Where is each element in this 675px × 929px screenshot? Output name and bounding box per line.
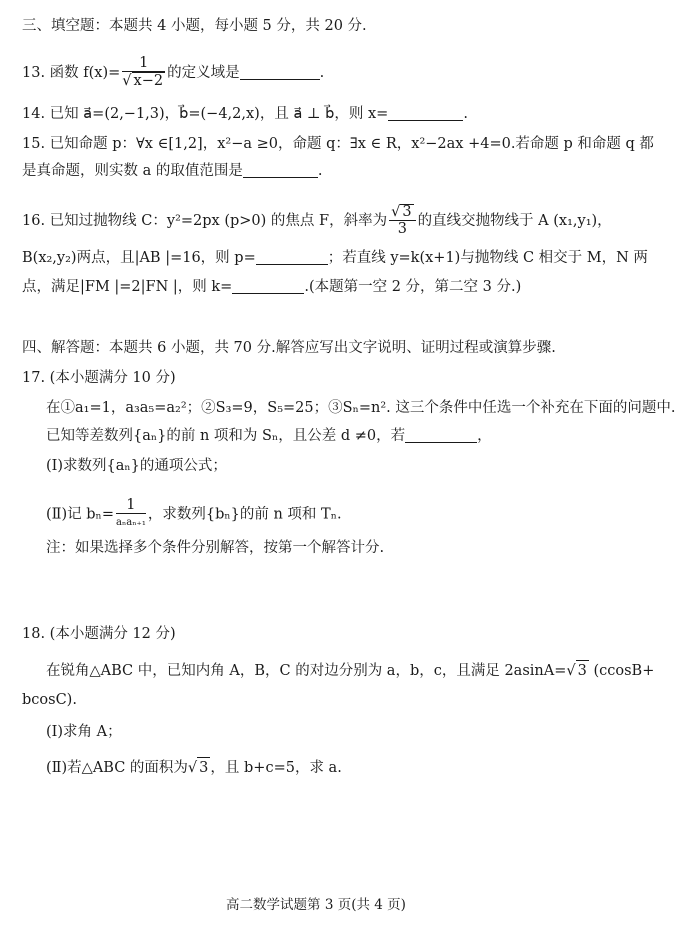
- q17-premise: 已知等差数列{aₙ}的前 n 项和为 Sₙ，且公差 d ≠0，若 ，: [46, 428, 492, 444]
- q16-answer-blank-2[interactable]: [232, 278, 304, 294]
- q13-answer-blank[interactable]: [240, 64, 320, 80]
- q17-note: 注：如果选择多个条件分别解答，按第一个解答计分.: [46, 540, 385, 556]
- q17-part-1: (Ⅰ)求数列{aₙ}的通项公式；: [46, 458, 227, 474]
- section-3-heading: 三、填空题：本题共 4 小题，每小题 5 分，共 20 分.: [22, 18, 367, 34]
- q16-answer-blank-1[interactable]: [256, 249, 328, 265]
- q17-part-2: (Ⅱ)记 bₙ= $\frac{1}{\text{aₙaₙ₊₁}}$ ，求数列{bₙ}的前 n 项和 Tₙ.: [46, 498, 342, 531]
- q17-title: 17. (本小题满分 10 分): [22, 370, 176, 386]
- q18-statement-line2: bcosC).: [22, 692, 77, 708]
- q17-bn-fraction: $\frac{1}{\text{aₙaₙ₊₁}}$: [115, 497, 146, 528]
- q18-part-2: (Ⅱ)若△ABC 的面积为√ 3 ，且 b+c=5，求 a.: [46, 757, 342, 778]
- q18-part-1: (Ⅰ)求角 A；: [46, 724, 122, 740]
- q17-conditions: 在①a₁=1，a₃a₅=a₂²；②S₃=9，S₅=25；③Sₙ=n². 这三个条件中任选一个补充在下面的问题中.: [46, 400, 675, 416]
- question-14: 14. 已知 a⃗=(2,−1,3)，b⃗=(−4,2,x)，且 a⃗ ⊥ b⃗，则 x= .: [22, 106, 468, 122]
- question-15-line2: 是真命题，则实数 a 的取值范围是 .: [22, 163, 323, 179]
- question-15-line1: 15. 已知命题 p：∀x ∈[1,2]，x²−a ≥0，命题 q：∃x ∈ R，x²−2ax +4=0.若命题 p 和命题 q 都: [22, 136, 654, 152]
- q16-slope-fraction: $\frac{√ 3}{3}$: [389, 204, 415, 238]
- q15-answer-blank[interactable]: [243, 162, 318, 178]
- page-footer: 高二数学试题第 3 页(共 4 页): [226, 897, 406, 913]
- q17-answer-blank[interactable]: [405, 427, 477, 443]
- q13-fraction: $\frac{1}{√ x-2}$: [122, 55, 164, 89]
- q13-prefix: 13. 函数 f(x)=: [22, 65, 121, 81]
- question-13: 13. 函数 f(x)= $\frac{1}{√ x-2}$ 的定义域是 .: [22, 55, 325, 89]
- q13-suffix: 的定义域是: [167, 65, 240, 81]
- section-4-heading: 四、解答题：本题共 6 小题，共 70 分.解答应写出文字说明、证明过程或演算步骤.: [22, 340, 556, 356]
- q18-title: 18. (本小题满分 12 分): [22, 626, 176, 642]
- q14-answer-blank[interactable]: [388, 105, 463, 121]
- question-16-line1: 16. 已知过抛物线 C：y²=2px (p>0) 的焦点 F，斜率为 $\frac{√ 3}{3}$ 的直线交抛物线于 A (x₁,y₁)，: [22, 204, 612, 237]
- q18-statement-line1: 在锐角△ABC 中，已知内角 A，B，C 的对边分别为 a，b，c，且满足 2asinA=√ 3 (ccosB+: [46, 660, 654, 681]
- question-16-line3: 点，满足|FM |=2|FN |，则 k= .(本题第一空 2 分，第二空 3 分.): [22, 279, 522, 295]
- question-16-line2: B(x₂,y₂)两点，且|AB |=16，则 p= ；若直线 y=k(x+1)与抛物线 C 相交于 M，N 两: [22, 250, 648, 266]
